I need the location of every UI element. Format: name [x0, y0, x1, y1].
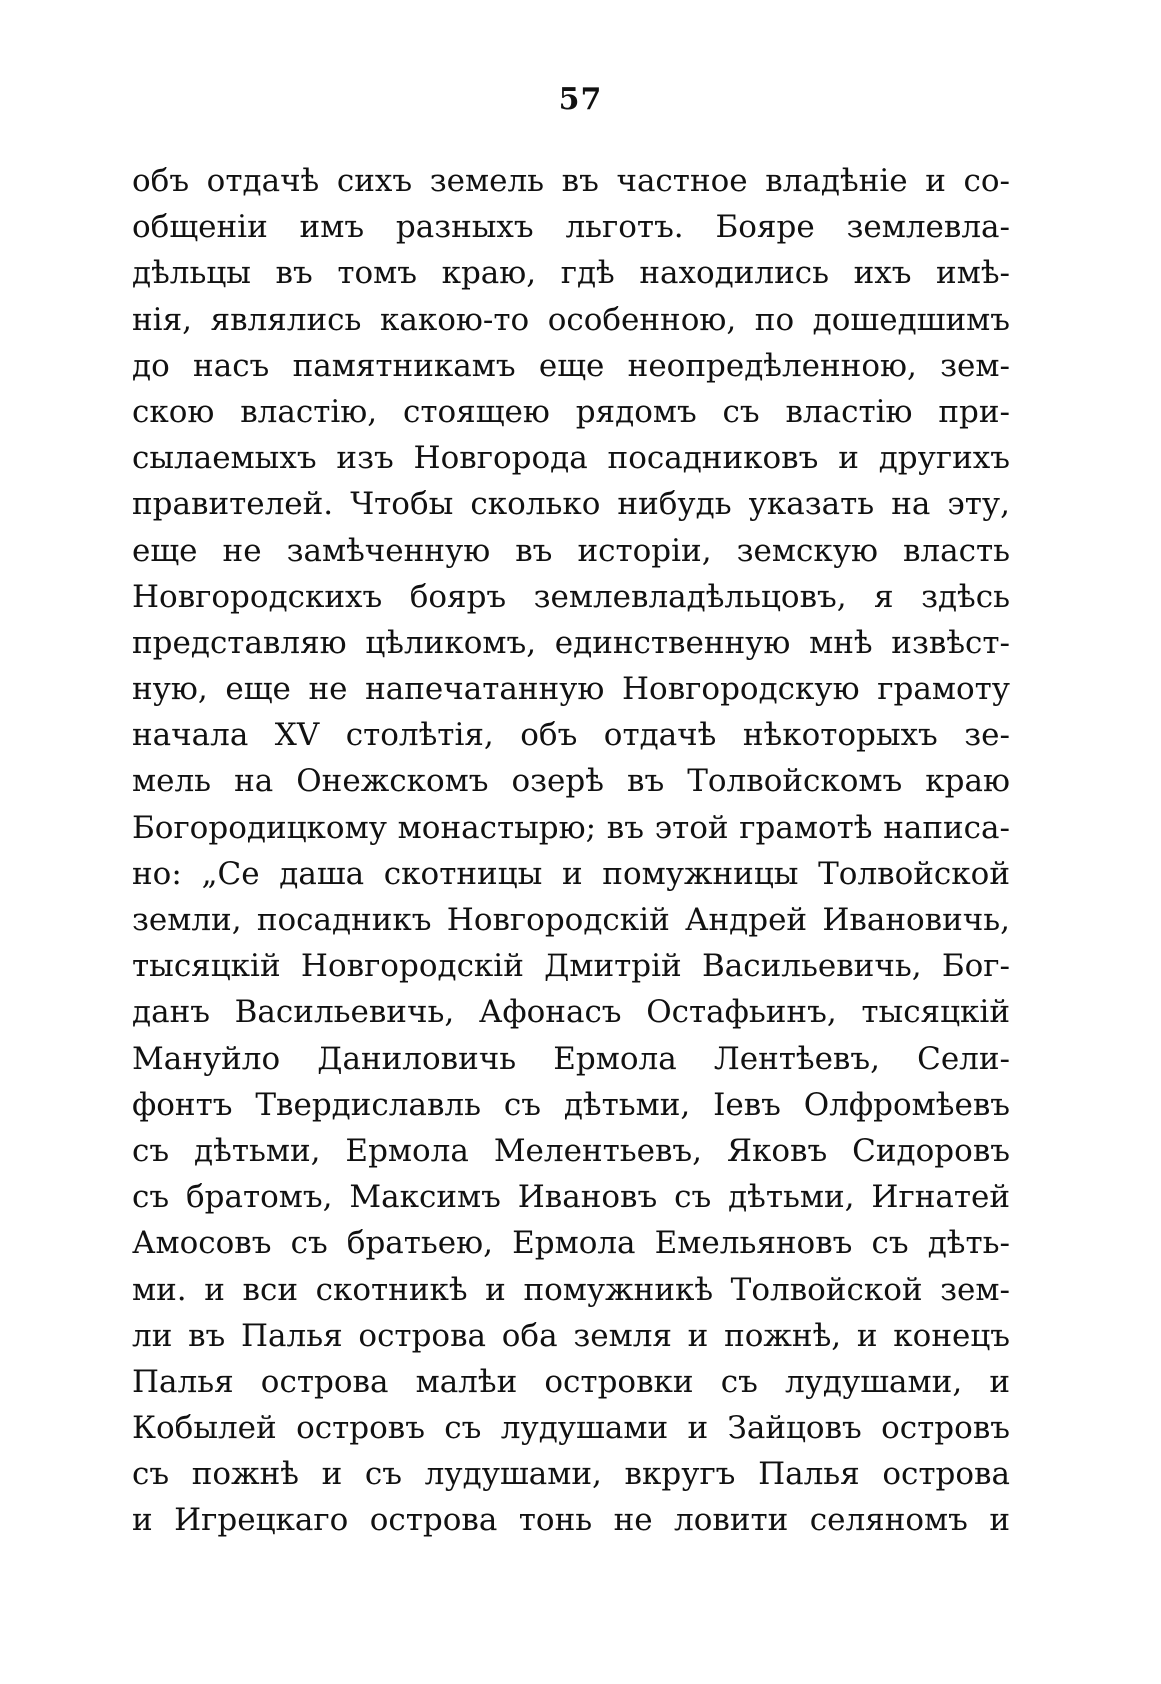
text-line: до насъ памятникамъ еще неопредѣленною, зем-: [132, 347, 1010, 384]
text-line: скою властію, стоящею рядомъ съ властію при-: [132, 393, 1010, 430]
text-line: данъ Васильевичь, Афонасъ Остафьинъ, тысяцкій: [132, 994, 1010, 1031]
text-line: Кобылей островъ съ лудушами и Зайцовъ островъ: [132, 1410, 1010, 1447]
text-line: ми. и вси скотникѣ и помужникѣ Толвойской зем-: [132, 1271, 1010, 1308]
text-line: и Игрецкаго острова тонь не ловити селяномъ и: [132, 1502, 1010, 1539]
text-line: общеніи имъ разныхъ льготъ. Бояре землевла-: [132, 209, 1010, 246]
text-line: Палья острова малѣи островки съ лудушами, и: [132, 1363, 1010, 1400]
text-line: тысяцкій Новгородскій Дмитрій Васильевичь, Бог-: [132, 948, 1010, 985]
page-number: 57: [558, 82, 603, 117]
text-line: Амосовъ съ братьею, Ермола Емельяновъ съ дѣть-: [132, 1225, 1010, 1262]
text-line: ную, еще не напечатанную Новгородскую грамоту: [132, 671, 1010, 708]
text-line: представляю цѣликомъ, единственную мнѣ извѣст-: [132, 624, 1010, 661]
text-line: но: „Се даша скотницы и помужницы Толвойской: [132, 855, 1010, 892]
text-line: земли, посадникъ Новгородскій Андрей Ивановичь,: [132, 902, 1010, 938]
text-line: съ дѣтьми, Ермола Мелентьевъ, Яковъ Сидоровъ: [132, 1132, 1010, 1169]
text-line: мель на Онежскомъ озерѣ въ Толвойскомъ краю: [132, 763, 1010, 800]
text-line: правителей. Чтобы сколько нибудь указать на эту,: [132, 486, 1010, 523]
text-line: Новгородскихъ бояръ землевладѣльцовъ, я здѣсь: [132, 578, 1010, 615]
text-line: еще не замѣченную въ исторіи, земскую власть: [132, 532, 1010, 569]
text-line: ли въ Палья острова оба земля и пожнѣ, и конецъ: [132, 1317, 1010, 1354]
text-line: нія, являлись какою-то особенною, по дошедшимъ: [132, 301, 1010, 338]
text-line: дѣльцы въ томъ краю, гдѣ находились ихъ имѣ-: [132, 255, 1010, 292]
body-text: [132, 158, 1010, 1544]
text-line: съ братомъ, Максимъ Ивановъ съ дѣтьми, Игнатей: [132, 1179, 1010, 1216]
text-line: сылаемыхъ изъ Новгорода посадниковъ и другихъ: [132, 440, 1010, 477]
text-line: фонтъ Твердиславль съ дѣтьми, Іевъ Олфромѣевъ: [132, 1086, 1010, 1123]
text-line: Богородицкому монастырю; въ этой грамотѣ написа-: [132, 809, 1010, 846]
text-line: съ пожнѣ и съ лудушами, вкругъ Палья острова: [132, 1456, 1010, 1493]
text-line: объ отдачѣ сихъ земель въ частное владѣніе и со-: [132, 163, 1010, 199]
text-line: начала XV столѣтія, объ отдачѣ нѣкоторыхъ зе-: [132, 717, 1010, 754]
text-line: Мануйло Даниловичь Ермола Лентѣевъ, Сели-: [132, 1040, 1010, 1077]
